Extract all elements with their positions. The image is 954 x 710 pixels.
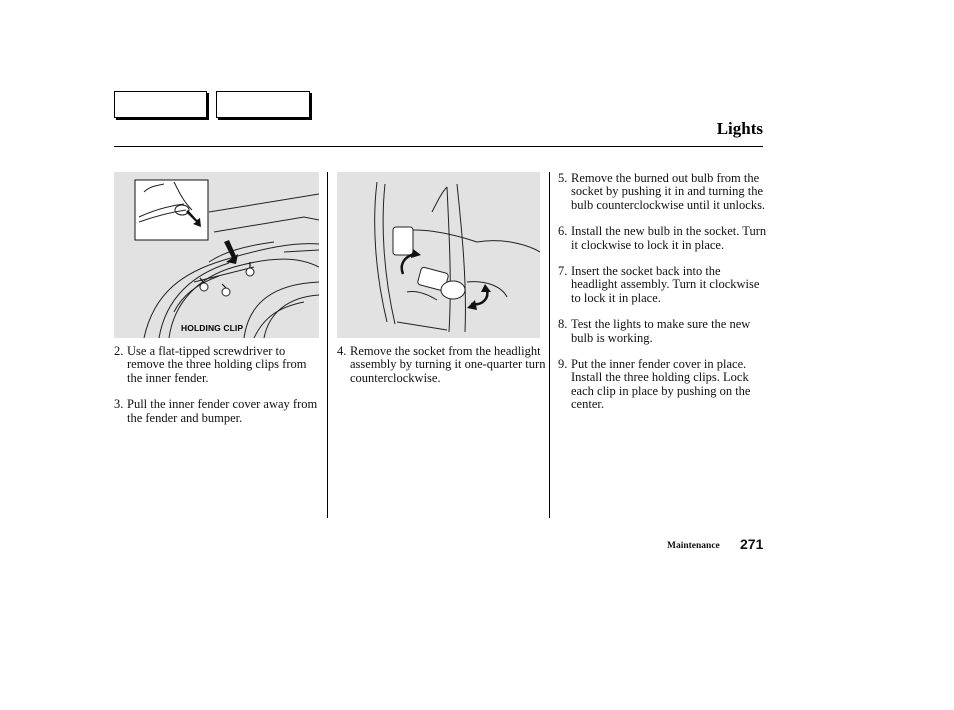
page-number: 271 bbox=[740, 536, 764, 552]
socket-drawing bbox=[337, 172, 540, 338]
step-text: Put the inner fender cover in place. Install the three holding clips. Lock each clip in place by pushing on the center. bbox=[571, 357, 751, 412]
step-number: 2. bbox=[114, 344, 124, 358]
section-tab-1 bbox=[114, 91, 207, 118]
steps-column-3 bbox=[558, 172, 768, 425]
step-item bbox=[114, 398, 324, 425]
step-text: Pull the inner fender cover away from the fender and bumper. bbox=[127, 397, 318, 425]
step-number: 9. bbox=[558, 357, 568, 372]
step-number: 5. bbox=[558, 171, 568, 185]
footer-section-name: Maintenance bbox=[667, 541, 720, 551]
step-item bbox=[114, 345, 324, 385]
step-item bbox=[558, 172, 768, 212]
step-number: 7. bbox=[558, 264, 568, 279]
step-item bbox=[558, 265, 768, 305]
column-divider-2 bbox=[549, 172, 550, 518]
step-text: Remove the socket from the headlight assembly by turning it one-quarter turn counterclockwise. bbox=[350, 344, 546, 385]
step-text: Install the new bulb in the socket. Turn it clockwise to lock it in place. bbox=[571, 224, 767, 252]
step-item bbox=[337, 345, 547, 385]
fender-illustration bbox=[114, 172, 319, 338]
fender-drawing bbox=[114, 172, 319, 338]
step-number: 8. bbox=[558, 317, 568, 332]
column-divider-1 bbox=[327, 172, 328, 518]
step-number: 6. bbox=[558, 224, 568, 239]
section-tab-2 bbox=[216, 91, 310, 118]
steps-column-2 bbox=[337, 345, 547, 398]
holding-clip-label: HOLDING CLIP bbox=[181, 323, 244, 333]
step-item bbox=[558, 318, 768, 345]
headlight-socket-illustration bbox=[337, 172, 540, 338]
page-title: Lights bbox=[716, 119, 763, 138]
step-text: Use a flat-tipped screwdriver to remove the three holding clips from the inner fender. bbox=[127, 344, 307, 385]
header-rule bbox=[114, 146, 763, 147]
step-item bbox=[558, 225, 768, 252]
step-number: 3. bbox=[114, 397, 124, 412]
step-number: 4. bbox=[337, 344, 347, 358]
step-item bbox=[558, 358, 768, 412]
step-text: Insert the socket back into the headlight assembly. Turn it clockwise to lock it in place. bbox=[571, 264, 760, 305]
step-text: Test the lights to make sure the new bulb is working. bbox=[571, 317, 751, 345]
step-text: Remove the burned out bulb from the socket by pushing it in and turning the bulb counterclockwise until it unlocks. bbox=[571, 171, 766, 212]
steps-column-1 bbox=[114, 345, 324, 438]
